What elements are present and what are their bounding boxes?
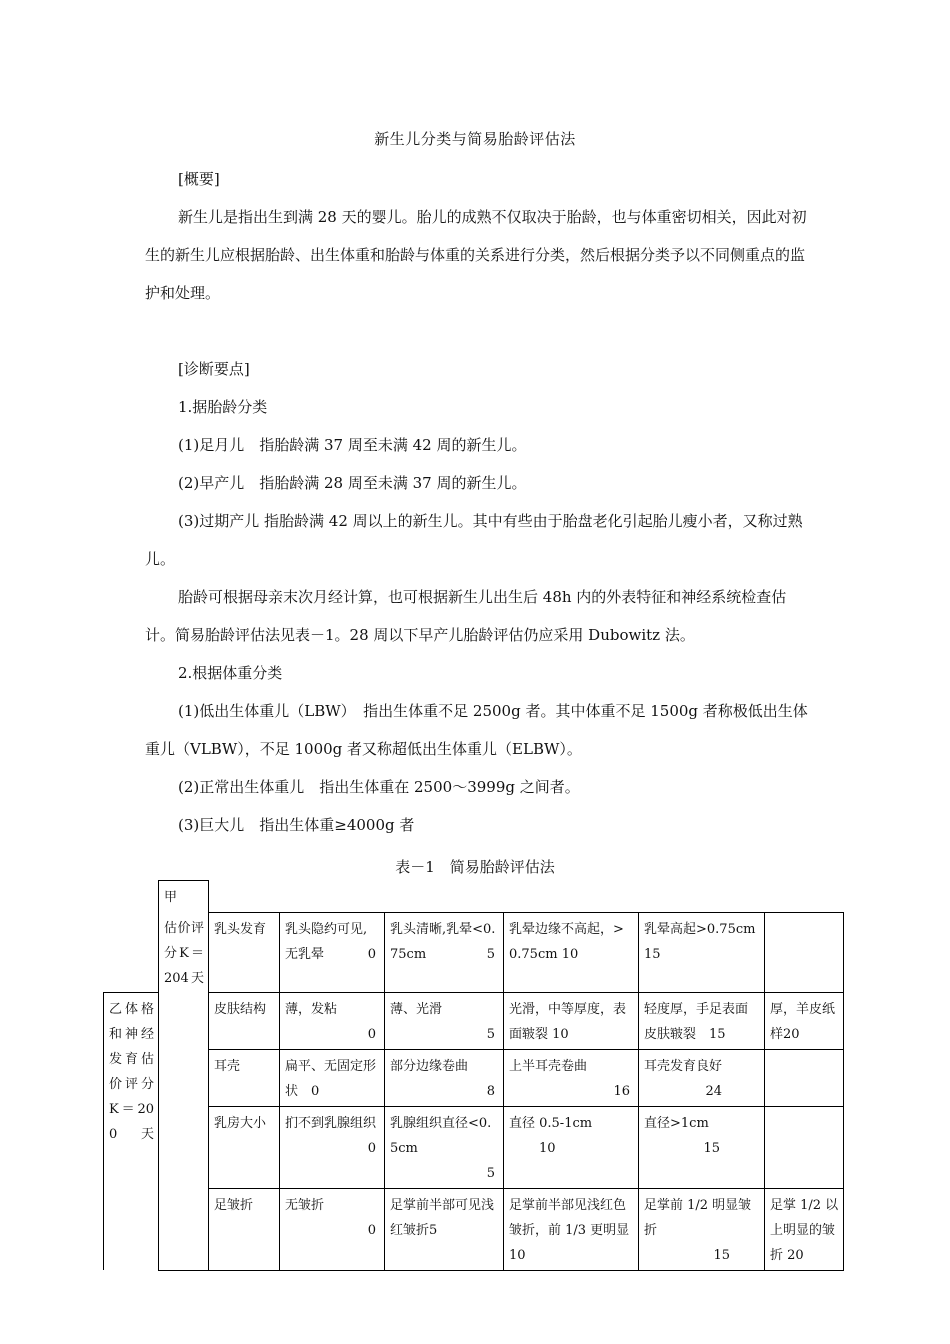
criteria-cell: 乳腺组织直径<0.5cm 5 [385, 1106, 504, 1188]
jia-score-cell: 估价评分K＝204天 [159, 912, 209, 1270]
estimation-paragraph: 胎龄可根据母亲末次月经计算，也可根据新生儿出生后 48h 内的外表特征和神经系统检查估计。简易胎龄评估法见表－1。28 周以下早产儿胎龄评估仍应采用 Dubowitz 法。 [145, 588, 787, 644]
item-normal-birth-weight: (2)正常出生体重儿 指出生体重在 2500～3999g 之间者。 [178, 778, 580, 796]
criteria-cell: 耳壳发育良好 24 [639, 1049, 765, 1106]
criteria-cell: 扁平、无固定形状 0 [280, 1049, 385, 1106]
criteria-cell [765, 1049, 844, 1106]
criteria-cell: 直径>1cm 15 [639, 1106, 765, 1188]
criteria-cell: 乳晕边缘不高起，>0.75cm 10 [504, 912, 639, 992]
overview-paragraph: 新生儿是指出生到满 28 天的婴儿。胎儿的成熟不仅取决于胎龄，也与体重密切相关，因此对初生的新生儿应根据胎龄、出生体重和胎龄与体重的关系进行分类，然后根据分类予以不同侧重点的监护和处理。 [145, 208, 807, 302]
table-header-spacer [209, 881, 844, 913]
criteria-cell [765, 912, 844, 992]
criteria-cell [765, 1106, 844, 1188]
criteria-cell: 光滑，中等厚度，表面皲裂 10 [504, 992, 639, 1049]
criteria-cell: 轻度厚，手足表面皮肤皲裂 15 [639, 992, 765, 1049]
section-diagnosis-heading: [诊断要点] [178, 360, 250, 378]
criteria-cell: 足掌前 1/2 明显皱折 15 [639, 1188, 765, 1270]
criteria-cell: 厚，羊皮纸样20 [765, 992, 844, 1049]
criteria-cell: 乳晕高起>0.75cm 15 [639, 912, 765, 992]
heading-birth-weight: 2.根据体重分类 [178, 664, 283, 682]
item-post-term: (3)过期产儿 指胎龄满 42 周以上的新生儿。其中有些由于胎盘老化引起胎儿瘦小者，又称过熟儿。 [145, 512, 803, 568]
item-macrosomia: (3)巨大儿 指出生体重≥4000g 者 [178, 816, 415, 834]
table-caption: 表－1 简易胎龄评估法 [395, 858, 555, 876]
jia-label-cell: 甲 [159, 881, 209, 913]
criteria-cell: 直径 0.5-1cm 10 [504, 1106, 639, 1188]
row-name: 足皱折 [209, 1188, 280, 1270]
row-name: 皮肤结构 [209, 992, 280, 1049]
document-title: 新生儿分类与简易胎龄评估法 [374, 130, 576, 148]
yi-score-cell: 乙体格和神经发育估价评分K＝200天 [104, 992, 159, 1270]
criteria-cell: 薄、光滑 5 [385, 992, 504, 1049]
table-corner [104, 881, 159, 913]
gestational-age-table [103, 880, 844, 1271]
criteria-cell: 足掌前半部可见浅红皱折5 [385, 1188, 504, 1270]
criteria-cell: 足掌 1/2 以上明显的皱折 20 [765, 1188, 844, 1270]
row-name: 乳头发育 [209, 912, 280, 992]
criteria-cell: 扪不到乳腺组织 0 [280, 1106, 385, 1188]
item-full-term: (1)足月儿 指胎龄满 37 周至未满 42 周的新生儿。 [178, 436, 527, 454]
row-name: 耳壳 [209, 1049, 280, 1106]
row-name: 乳房大小 [209, 1106, 280, 1188]
criteria-cell: 上半耳壳卷曲 16 [504, 1049, 639, 1106]
heading-gestational-age: 1.据胎龄分类 [178, 398, 268, 416]
criteria-cell: 无皱折 0 [280, 1188, 385, 1270]
criteria-cell: 乳头清晰,乳晕<0.75cm 5 [385, 912, 504, 992]
criteria-cell: 乳头隐约可见,无乳晕 0 [280, 912, 385, 992]
yi-spacer [104, 912, 159, 992]
criteria-cell: 薄，发粘 0 [280, 992, 385, 1049]
criteria-cell: 部分边缘卷曲 8 [385, 1049, 504, 1106]
item-preterm: (2)早产儿 指胎龄满 28 周至未满 37 周的新生儿。 [178, 474, 527, 492]
item-low-birth-weight: (1)低出生体重儿（LBW） 指出生体重不足 2500g 者。其中体重不足 1500g 者称极低出生体重儿（VLBW），不足 1000g 者又称超低出生体重儿（ELBW）。 [145, 702, 808, 758]
criteria-cell: 足掌前半部见浅红色皱折，前 1/3 更明显 10 [504, 1188, 639, 1270]
section-overview-heading: [概要] [178, 170, 220, 188]
